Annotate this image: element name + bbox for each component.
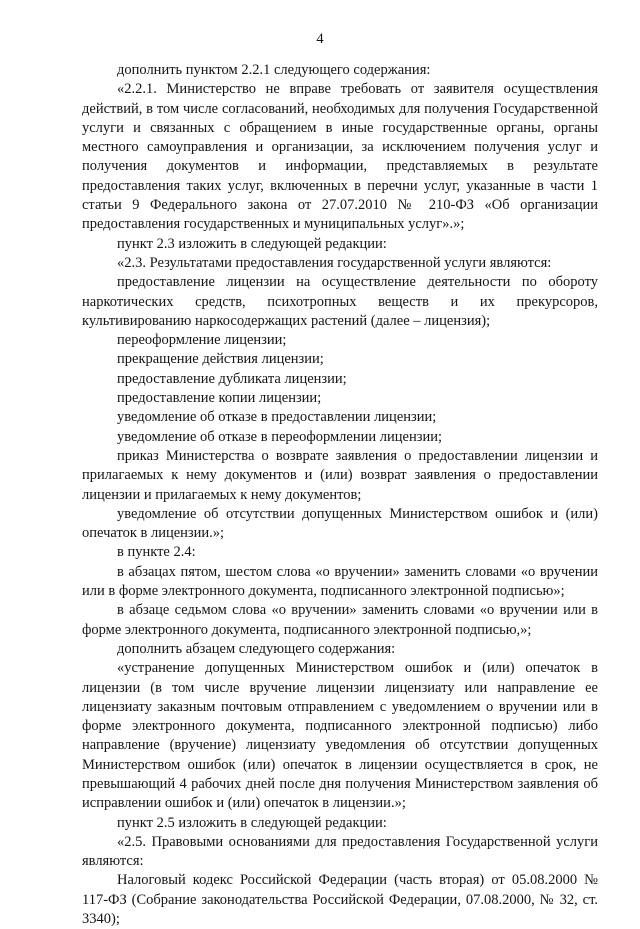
paragraph: уведомление об отказе в предоставлении лицензии;: [117, 409, 437, 426]
paragraph: дополнить пунктом 2.2.1 следующего содержания:: [117, 62, 431, 78]
paragraph: пункт 2.3 изложить в следующей редакции:: [117, 235, 387, 252]
paragraph: Налоговый кодекс Российской Федерации (часть вторая) от 05.08.2000 № 117-ФЗ (Собрание законодательства Российской Федерации, 07.08.2000, № 32, ст. 3340);: [82, 872, 598, 928]
paragraph: «2.5. Правовыми основаниями для предоставления Государственной услуги являются:: [82, 833, 598, 870]
paragraph: уведомление об отсутствии допущенных Министерством ошибок и (или) опечаток в лицензии.»;: [82, 505, 598, 542]
paragraph: предоставление копии лицензии;: [117, 390, 322, 407]
paragraph: уведомление об отказе в переоформлении лицензии;: [117, 428, 442, 445]
paragraph: предоставление дубликата лицензии;: [117, 370, 347, 387]
paragraph: приказ Министерства о возврате заявления о предоставлении лицензии и прилагаемых к нему документов и (или) возврат заявления о предоставлении лицензии и прилагаемых к нему документов;: [82, 447, 598, 503]
paragraph: «2.3. Результатами предоставления государственной услуги являются:: [117, 254, 552, 271]
paragraph: пункт 2.5 изложить в следующей редакции:: [117, 814, 387, 831]
paragraph: в абзацах пятом, шестом слова «о вручении» заменить словами «о вручении или в форме электронного документа, подписанного электронной подписью»;: [82, 563, 598, 600]
page-number: 4: [316, 31, 324, 47]
paragraph: «2.2.1. Министерство не вправе требовать от заявителя осуществления действий, в том числе согласований, необходимых для получения Государственной услуги и связанных с обращением в иные государственные органы, органы местного самоуправления и организации, за исключением получения услуг и получения документов и информации, представляемых в результате предоставления таких услуг, включенных в перечни услуг, указанные в части 1 статьи 9 Федерального закона от 27.07.2010 № 210-ФЗ «Об организации предоставления государственных и муниципальных услуг».»;: [82, 81, 598, 233]
paragraph: переоформление лицензии;: [117, 332, 287, 349]
paragraph: предоставление лицензии на осуществление деятельности по обороту наркотических средств, психотропных веществ и их прекурсоров, культивированию наркосодержащих растений (далее – лицензия);: [82, 274, 598, 329]
paragraph: «устранение допущенных Министерством ошибок и (или) опечаток в лицензии (в том числе вручение лицензии лицензиату или направление ее лицензиату заказным почтовым отправлением с уведомлением о вручении или в форме электронного документа, подписанного электронной подписью) либо направление (вручение) лицензиату уведомления об отсутствии допущенных Министерством ошибок (или) опечаток в лицензии осуществляется в срок, не превышающий 4 рабочих дней после дня получения Министерством заявления об исправлении ошибок и (или) опечаток в лицензии.»;: [82, 660, 598, 812]
paragraph: в пункте 2.4:: [117, 544, 196, 561]
document-body: [82, 61, 598, 929]
paragraph: в абзаце седьмом слова «о вручении» заменить словами «о вручении или в форме электронного документа, подписанного электронной подписью,»;: [82, 602, 598, 638]
paragraph: прекращение действия лицензии;: [117, 351, 324, 368]
paragraph: дополнить абзацем следующего содержания:: [117, 640, 396, 657]
